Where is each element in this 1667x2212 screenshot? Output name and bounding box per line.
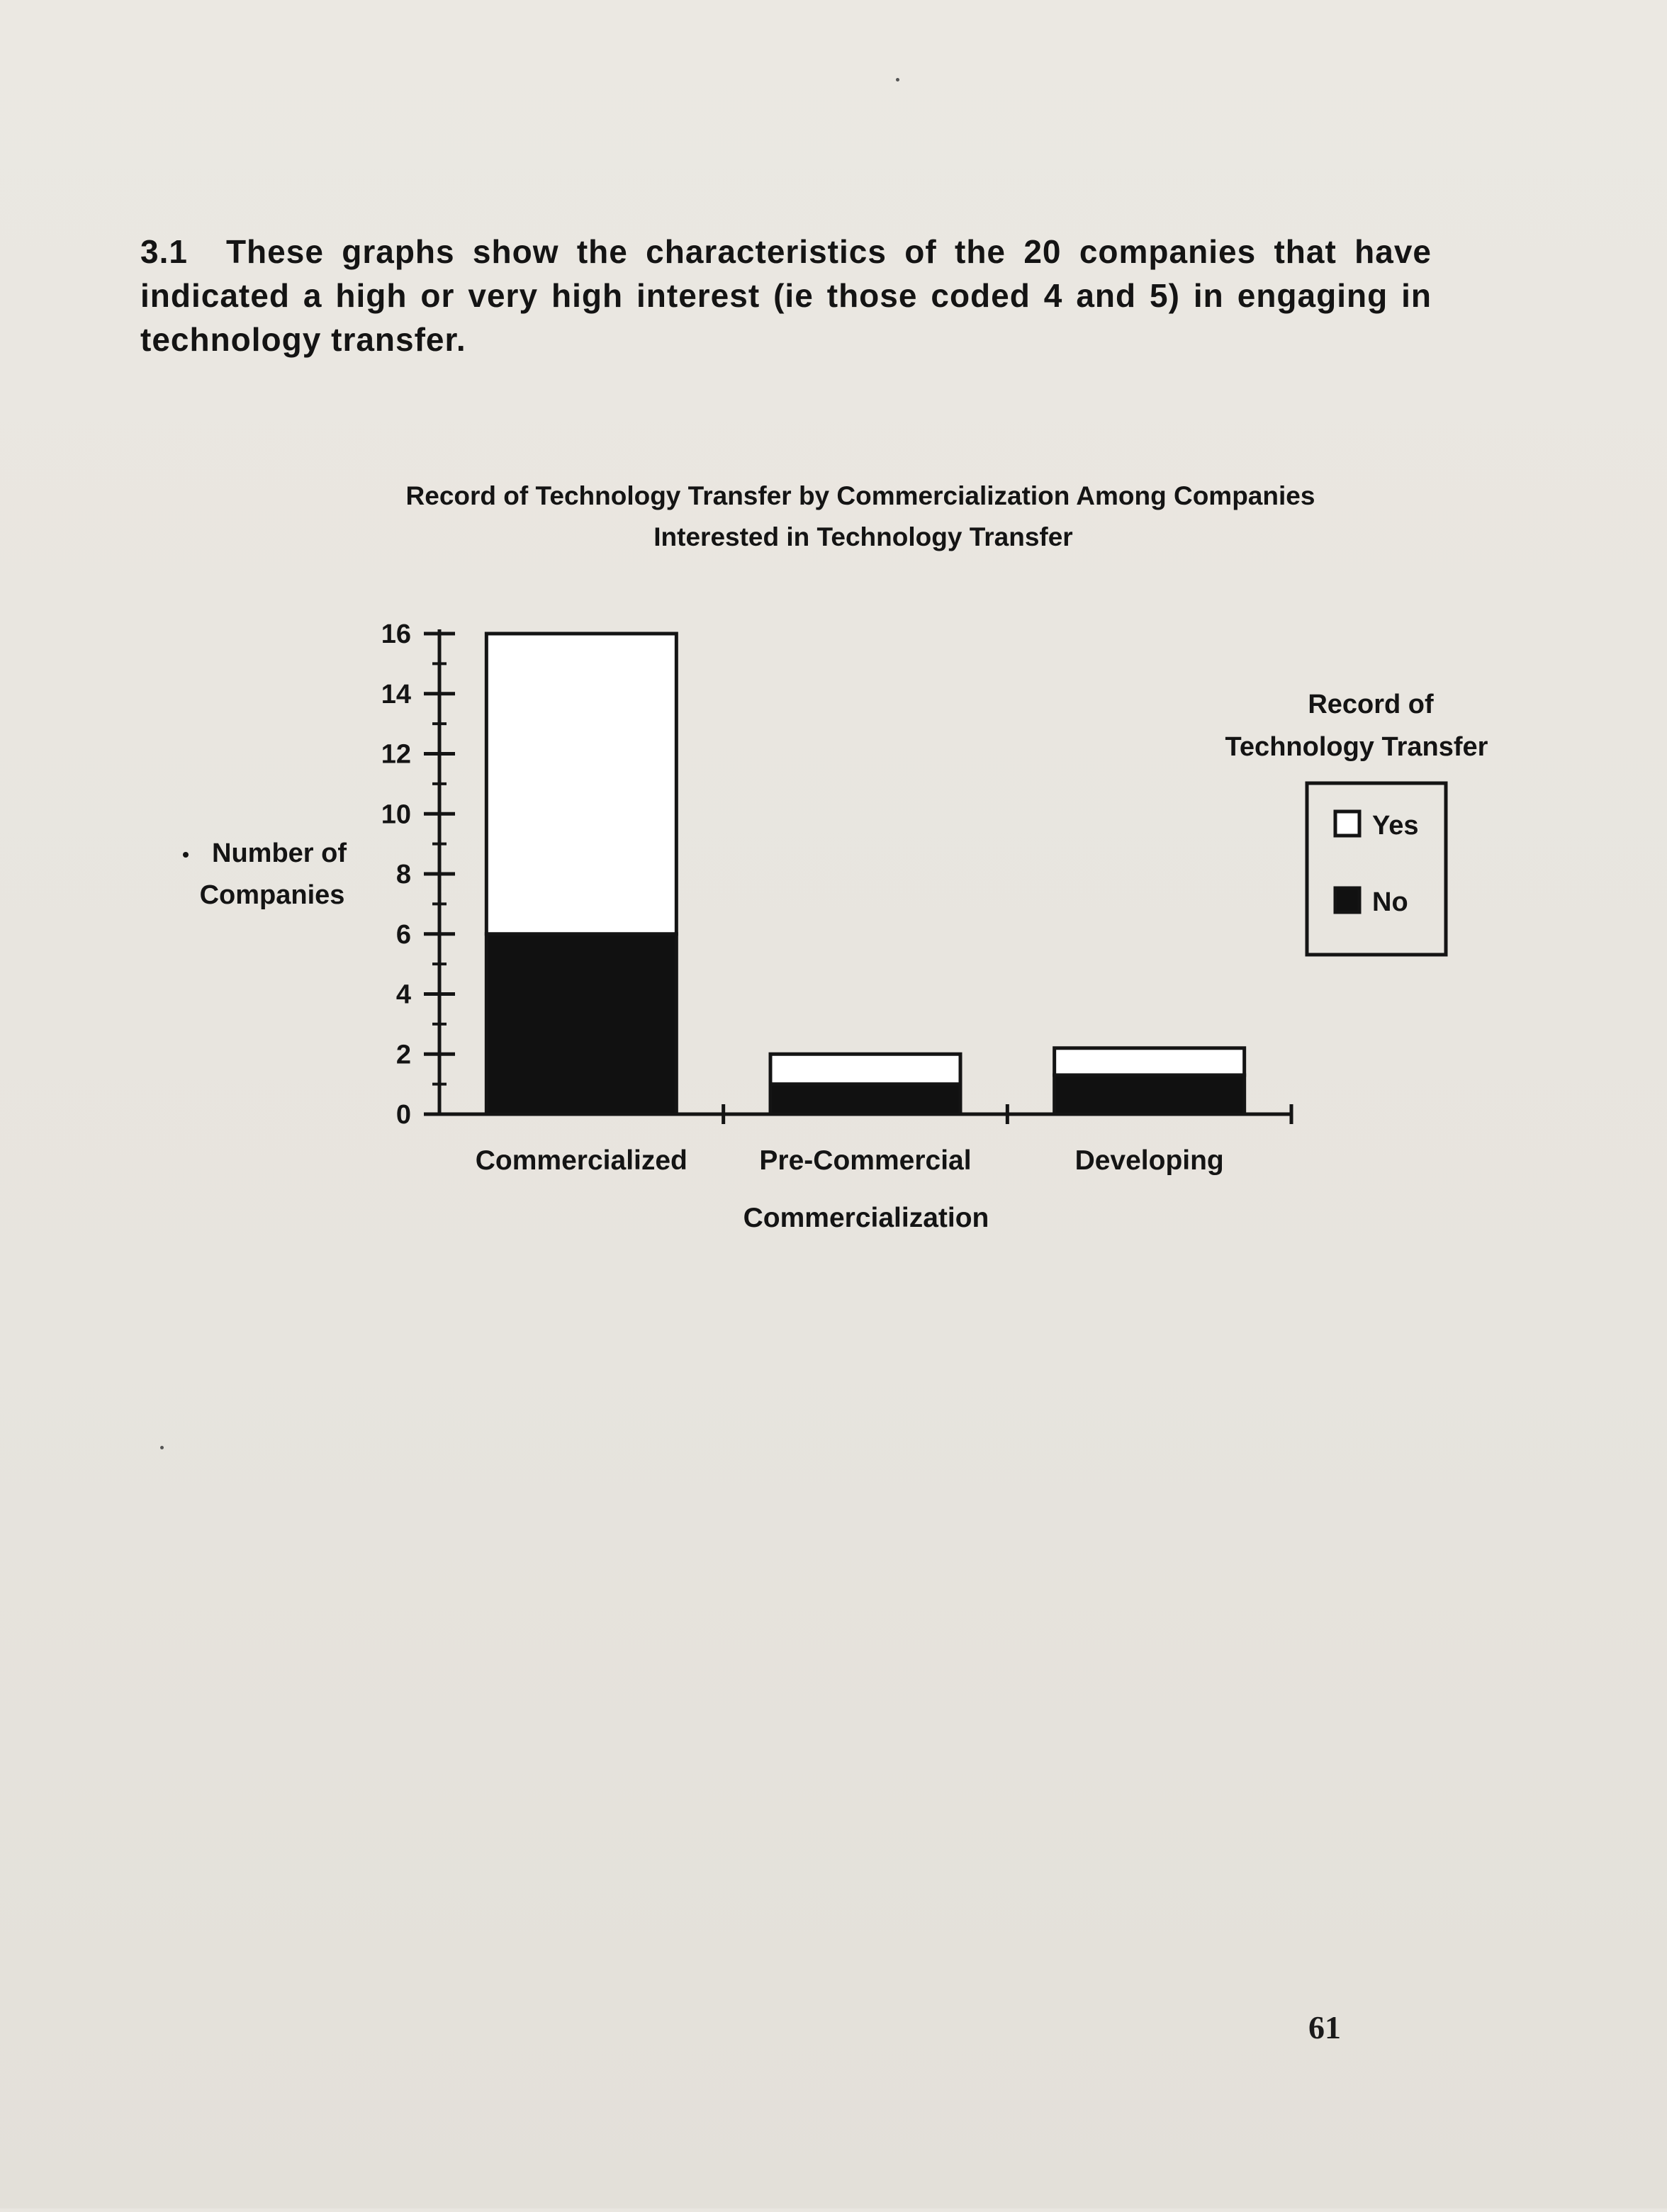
y-tick-label: 14	[381, 679, 411, 709]
legend-box	[1307, 783, 1446, 955]
x-tick-label: Developing	[1074, 1145, 1224, 1176]
bar-yes-pre-commercial	[770, 1054, 960, 1084]
legend-title-line-1: Record of	[1308, 690, 1434, 719]
bar-yes-developing	[1055, 1048, 1245, 1075]
y-tick-label: 8	[395, 860, 411, 889]
ink-speck	[896, 78, 899, 82]
legend-label-yes: Yes	[1372, 811, 1419, 841]
ink-speck	[160, 1446, 164, 1449]
y-axis-label-line-2: Companies	[199, 880, 345, 910]
y-axis	[381, 619, 455, 1130]
section-text: These graphs show the characteristics of the 20 companies that have indicated a high or very high interest (ie those coded 4 and 5) in engaging in technology transfer.	[140, 233, 1432, 358]
legend-title-line-2: Technology Transfer	[1225, 732, 1488, 762]
y-axis-label-line-1: Number of	[212, 838, 347, 868]
legend-swatch-no	[1335, 888, 1359, 912]
x-axis-label: Commercialization	[743, 1203, 989, 1233]
y-tick-label: 16	[381, 619, 411, 649]
legend-label-no: No	[1372, 887, 1408, 917]
y-tick-label: 12	[381, 739, 411, 770]
y-tick-label: 0	[395, 1100, 411, 1130]
page-number: 61	[1308, 2009, 1341, 2045]
bar-no-pre-commercial	[770, 1084, 960, 1114]
x-tick-label: Commercialized	[475, 1145, 687, 1176]
bars	[476, 634, 1245, 1176]
bar-no-commercialized	[486, 934, 676, 1114]
legend-swatch-yes	[1335, 812, 1359, 836]
bar-yes-commercialized	[486, 634, 676, 934]
y-tick-label: 6	[395, 919, 411, 950]
y-tick-label: 2	[395, 1040, 411, 1070]
bar-no-developing	[1055, 1075, 1245, 1114]
legend-items	[1335, 811, 1419, 917]
y-tick-label: 4	[395, 979, 411, 1010]
chart-title-line-2: Interested in Technology Transfer	[653, 522, 1073, 551]
x-tick-label: Pre-Commercial	[759, 1145, 972, 1176]
y-tick-label: 10	[381, 799, 411, 830]
section-number: 3.1	[140, 233, 188, 270]
chart-title-line-1: Record of Technology Transfer by Commercialization Among Companies	[405, 481, 1315, 510]
y-axis-label-bullet	[183, 852, 189, 858]
